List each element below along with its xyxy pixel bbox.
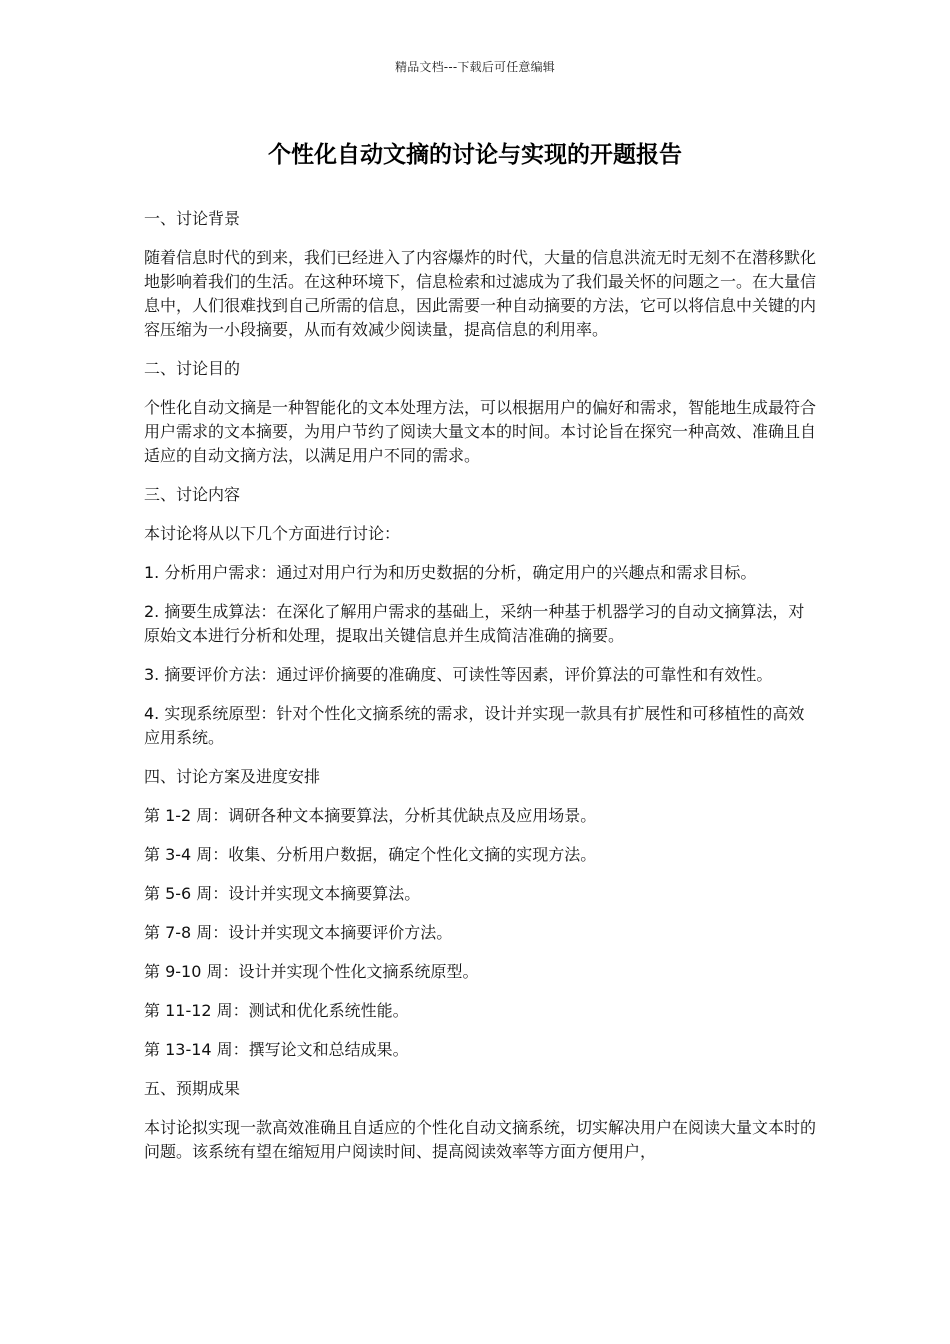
content-item-1: 1. 分析用户需求：通过对用户行为和历史数据的分析，确定用户的兴趣点和需求目标。 [144, 563, 757, 582]
document-title: 个性化自动文摘的讨论与实现的开题报告 [268, 142, 682, 168]
schedule-week-7-8: 第 7-8 周：设计并实现文本摘要评价方法。 [144, 923, 453, 942]
section-heading-background: 一、讨论背景 [144, 209, 241, 228]
content-item-2: 2. 摘要生成算法：在深化了解用户需求的基础上，采纳一种基于机器学习的自动文摘算法，对原始文本进行分析和处理，提取出关键信息并生成简洁准确的摘要。 [144, 602, 805, 645]
schedule-week-13-14: 第 13-14 周：撰写论文和总结成果。 [144, 1040, 409, 1059]
content-item-4: 4. 实现系统原型：针对个性化文摘系统的需求，设计并实现一款具有扩展性和可移植性的高效应用系统。 [144, 704, 805, 747]
paragraph-background: 随着信息时代的到来，我们已经进入了内容爆炸的时代，大量的信息洪流无时无刻不在潜移默化地影响着我们的生活。在这种环境下，信息检索和过滤成为了我们最关怀的问题之一。在大量信息中，人们很难找到自己所需的信息，因此需要一种自动摘要的方法，它可以将信息中关键的内容压缩为一小段摘要，从而有效减少阅读量，提高信息的利用率。 [144, 248, 817, 339]
header-note: 精品文档---下载后可任意编辑 [395, 60, 555, 74]
section-heading-outcome: 五、预期成果 [144, 1079, 241, 1098]
schedule-week-5-6: 第 5-6 周：设计并实现文本摘要算法。 [144, 884, 421, 903]
document-body [144, 207, 816, 1179]
schedule-week-11-12: 第 11-12 周：测试和优化系统性能。 [144, 1001, 409, 1020]
section-heading-content: 三、讨论内容 [144, 485, 241, 504]
section-heading-schedule: 四、讨论方案及进度安排 [144, 767, 321, 786]
content-item-3: 3. 摘要评价方法：通过评价摘要的准确度、可读性等因素，评价算法的可靠性和有效性。 [144, 665, 773, 684]
schedule-week-1-2: 第 1-2 周：调研各种文本摘要算法，分析其优缺点及应用场景。 [144, 806, 597, 825]
paragraph-purpose: 个性化自动文摘是一种智能化的文本处理方法，可以根据用户的偏好和需求，智能地生成最符合用户需求的文本摘要，为用户节约了阅读大量文本的时间。本讨论旨在探究一种高效、准确且自适应的自动文摘方法，以满足用户不同的需求。 [144, 398, 817, 465]
schedule-week-9-10: 第 9-10 周：设计并实现个性化文摘系统原型。 [144, 962, 479, 981]
paragraph-content-intro: 本讨论将从以下几个方面进行讨论： [144, 524, 401, 543]
paragraph-outcome: 本讨论拟实现一款高效准确且自适应的个性化自动文摘系统，切实解决用户在阅读大量文本时的问题。该系统有望在缩短用户阅读时间、提高阅读效率等方面方便用户， [144, 1118, 817, 1161]
section-heading-purpose: 二、讨论目的 [144, 359, 241, 378]
schedule-week-3-4: 第 3-4 周：收集、分析用户数据，确定个性化文摘的实现方法。 [144, 845, 597, 864]
